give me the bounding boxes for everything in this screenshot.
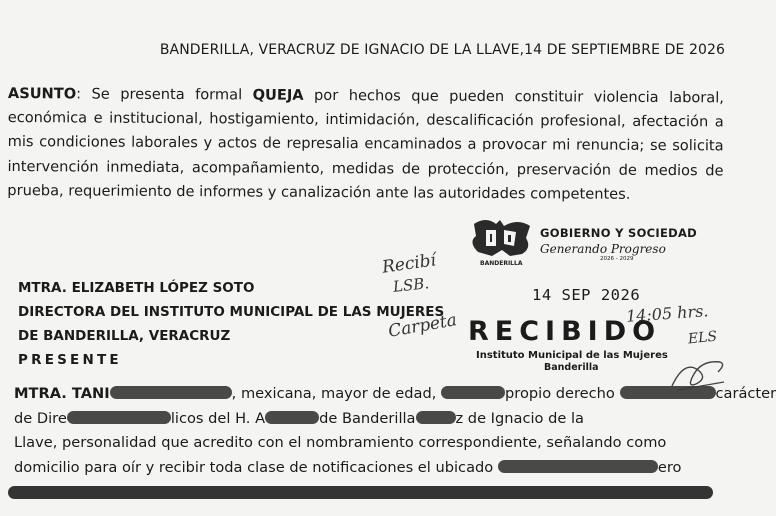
body-line-1-text-2: propio derecho (505, 385, 615, 402)
addressee-title-2: DE BANDERILLA, VERACRUZ (18, 328, 231, 344)
handwritten-initials-2: ELS (687, 328, 718, 348)
body-line-2-text: de Dire (14, 409, 67, 427)
addressee-title-1: DIRECTORA DEL INSTITUTO MUNICIPAL DE LAS MUJERES (18, 304, 445, 320)
stamp-institution: Instituto Municipal de las Mujeres (476, 350, 668, 361)
body-line-2-text-2: licos del H. A (170, 409, 266, 427)
body-line-1-text-3: carácter (715, 385, 776, 402)
addressee-block (18, 276, 444, 372)
subject-label: ASUNTO (7, 84, 77, 103)
subject-text-1: : Se presenta formal (76, 85, 253, 104)
redaction-bar (620, 386, 716, 399)
handwritten-time: 14:05 hrs. (625, 301, 710, 326)
handwritten-recibi: Recibí (380, 250, 438, 278)
logo-caption: BANDERILLA (480, 260, 523, 267)
municipal-logo (466, 218, 536, 268)
redaction-bar (441, 386, 505, 399)
body-paragraph (14, 382, 776, 480)
body-line-4 (14, 456, 726, 481)
presente-label: PRESENTE (18, 352, 122, 368)
subject-text-2: por hechos que pueden constituir violencia laboral, económica e institucional, hostigamiento, intimidación, descalificación profesional, afectación a mis condiciones laborales y actos de represalia encaminados a provocar mi renuncia; se solicita intervención inmediata, acompañamiento, medidas de protección, preservación de medios de prueba, requerimiento de informes y canalización ante las autoridades competentes. (7, 86, 724, 203)
body-name-start: MTRA. TANI (14, 385, 110, 402)
redaction-bar (416, 411, 456, 424)
stamp-date: 14 SEP 2026 (532, 286, 641, 304)
redaction-bar (265, 411, 319, 424)
body-line-4-text: domicilio para oír y recibir toda clase de notificaciones el ubicado (14, 458, 494, 476)
body-line-2 (14, 407, 726, 432)
handwritten-carpeta: Carpeta (386, 310, 459, 342)
stamp-received: RECIBIDO (468, 316, 662, 347)
body-line-4-text-2: ero (657, 458, 682, 476)
addressee-name: MTRA. ELIZABETH LÓPEZ SOTO (18, 280, 255, 296)
handwritten-initials: LSB. (392, 274, 430, 296)
subject-paragraph (7, 82, 724, 207)
slogan-period: 2026 - 2029 (600, 256, 634, 262)
body-line-1-text: , mexicana, mayor de edad, (231, 385, 437, 402)
subject-keyword: QUEJA (252, 86, 304, 104)
stamp-town: Banderilla (544, 362, 599, 373)
redaction-bar-full-line (8, 486, 713, 499)
slogan-line-1: GOBIERNO Y SOCIEDAD (540, 226, 698, 240)
body-line-2-text-3: de Banderilla (319, 409, 416, 427)
body-line-3: Llave, personalidad que acredito con el nombramiento correspondiente, señalando como (14, 434, 667, 451)
body-line-1 (14, 382, 776, 407)
body-line-2-text-4: z de Ignacio de la (455, 409, 584, 427)
government-slogan (540, 226, 720, 262)
redaction-bar (498, 460, 658, 473)
slogan-line-2: Generando Progreso (540, 242, 666, 256)
redaction-bar (110, 386, 232, 399)
redaction-bar (67, 411, 171, 424)
place-date-line: BANDERILLA, VERACRUZ DE IGNACIO DE LA LLAVE,14 DE SEPTIEMBRE DE 2026 (159, 42, 725, 58)
